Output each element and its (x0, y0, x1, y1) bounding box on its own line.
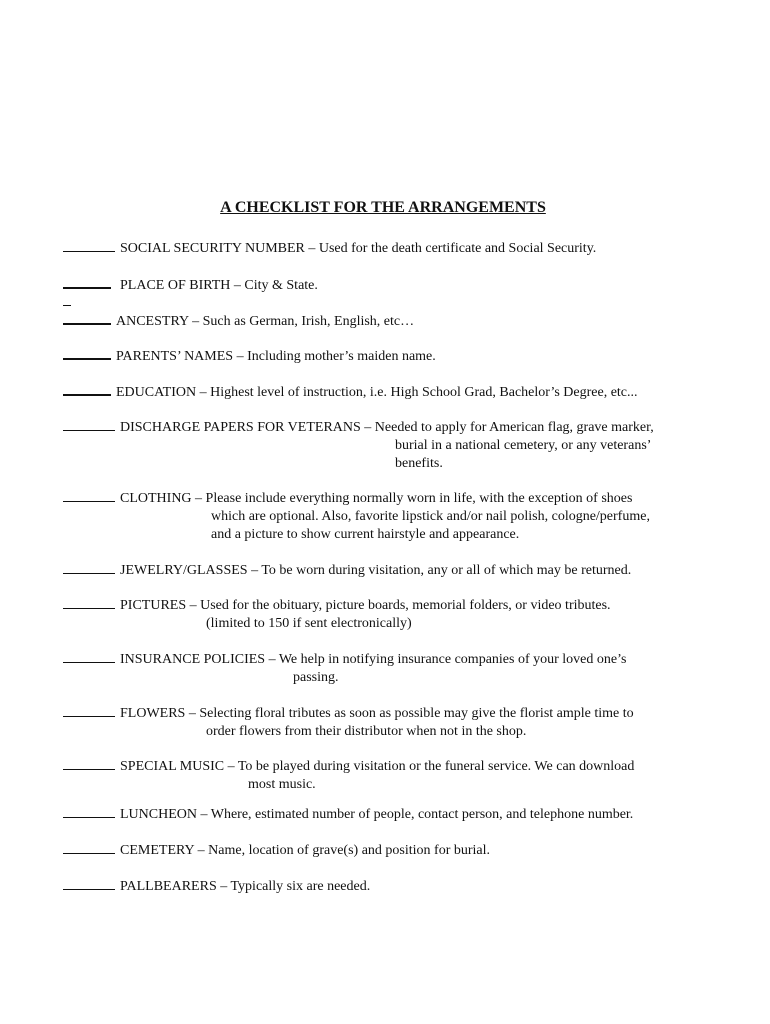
checkbox-blank[interactable] (63, 841, 115, 854)
checkbox-blank[interactable] (63, 757, 115, 770)
item-text: FLOWERS – Selecting floral tributes as soon as possible may give the florist ample time to (120, 706, 634, 721)
page-title: A CHECKLIST FOR THE ARRANGEMENTS (220, 199, 546, 216)
item-continuation: passing. (293, 670, 339, 685)
checklist-item (63, 650, 743, 687)
checkbox-blank[interactable] (63, 704, 115, 717)
checklist-item (63, 311, 743, 331)
checklist-item (63, 275, 743, 295)
checkbox-blank[interactable] (63, 489, 115, 502)
item-text: LUNCHEON – Where, estimated number of people, contact person, and telephone number. (120, 807, 634, 822)
checkbox-blank[interactable] (63, 418, 115, 431)
item-continuation: order flowers from their distributor when not in the shop. (206, 724, 527, 739)
item-text: EDUCATION – Highest level of instruction, i.e. High School Grad, Bachelor’s Degree, etc... (116, 385, 638, 400)
checklist-item (63, 346, 743, 366)
stray-underline (63, 305, 71, 306)
checkbox-blank[interactable] (63, 561, 115, 574)
item-continuation: benefits. (395, 456, 443, 471)
checklist-item (63, 704, 743, 741)
checklist-item (63, 841, 743, 860)
checklist-item (63, 596, 743, 633)
checklist-item (63, 382, 743, 402)
item-continuation: (limited to 150 if sent electronically) (206, 616, 412, 631)
item-text: DISCHARGE PAPERS FOR VETERANS – Needed to apply for American flag, grave marker, (120, 420, 654, 435)
checkbox-blank[interactable] (63, 877, 115, 890)
item-text: PLACE OF BIRTH – City & State. (120, 278, 318, 293)
checkbox-blank[interactable] (63, 805, 115, 818)
item-text: PARENTS’ NAMES – Including mother’s maiden name. (116, 349, 436, 364)
checklist-item (63, 757, 743, 794)
item-text: INSURANCE POLICIES – We help in notifying insurance companies of your loved one’s (120, 652, 627, 667)
checkbox-blank[interactable] (63, 650, 115, 663)
checkbox-blank[interactable] (63, 596, 115, 609)
item-continuation: which are optional. Also, favorite lipstick and/or nail polish, cologne/perfume, (211, 509, 650, 524)
checkbox-blank[interactable] (63, 311, 111, 325)
checkbox-blank[interactable] (63, 275, 111, 289)
item-text: CLOTHING – Please include everything normally worn in life, with the exception of shoes (120, 491, 633, 506)
item-continuation: burial in a national cemetery, or any veterans’ (395, 438, 652, 453)
item-text: PALLBEARERS – Typically six are needed. (120, 879, 371, 894)
item-text: PICTURES – Used for the obituary, picture boards, memorial folders, or video tributes. (120, 598, 611, 613)
checkbox-blank[interactable] (63, 382, 111, 396)
checkbox-blank[interactable] (63, 239, 115, 252)
item-text: CEMETERY – Name, location of grave(s) and position for burial. (120, 843, 491, 858)
item-text: SOCIAL SECURITY NUMBER – Used for the death certificate and Social Security. (120, 241, 597, 256)
checklist-item (63, 489, 743, 544)
checkbox-blank[interactable] (63, 346, 111, 360)
item-text: SPECIAL MUSIC – To be played during visitation or the funeral service. We can download (120, 759, 635, 774)
item-text: ANCESTRY – Such as German, Irish, English, etc… (116, 314, 415, 329)
item-continuation: most music. (248, 777, 316, 792)
item-text: JEWELRY/GLASSES – To be worn during visitation, any or all of which may be returned. (120, 563, 632, 578)
checklist-item (63, 877, 743, 896)
item-continuation: and a picture to show current hairstyle and appearance. (211, 527, 520, 542)
checklist-item (63, 805, 743, 824)
checklist-item (63, 561, 743, 580)
checklist-item (63, 418, 743, 473)
checklist-item (63, 239, 743, 258)
